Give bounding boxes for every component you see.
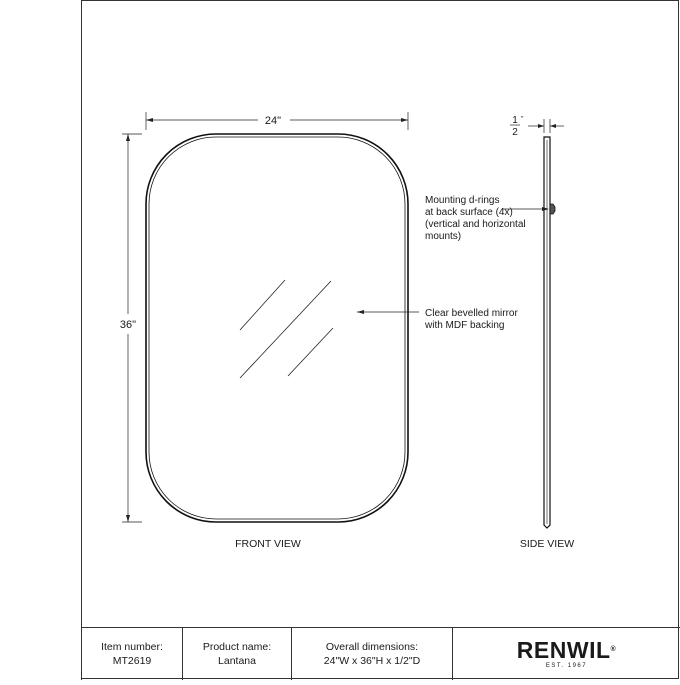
glass-reflection-line [288, 328, 333, 376]
callout-mirror-line: with MDF backing [425, 320, 505, 331]
thickness-numerator: 1 [512, 115, 518, 126]
side-view-mirror [544, 137, 555, 528]
width-dimension-label: 24" [264, 115, 282, 127]
width-dimension [146, 112, 408, 130]
thickness-denominator: 2 [512, 127, 518, 138]
callout-mount-line: mounts) [425, 231, 462, 242]
thickness-dimension [510, 115, 564, 138]
product-name-label: Product name: [202, 641, 272, 653]
mirror-bevel-edge [149, 137, 405, 519]
item-number-cell [82, 628, 183, 680]
glass-reflection-line [240, 281, 331, 378]
brand-logo [453, 628, 680, 680]
height-dimension [120, 134, 142, 522]
registered-mark: ® [610, 646, 617, 653]
thickness-unit: " [521, 116, 524, 123]
sheet-border [82, 1, 679, 679]
callout-mount-line: at back surface (4x) [425, 207, 513, 218]
product-name-value: Lantana [218, 655, 256, 667]
mirror-outer-edge [146, 134, 408, 522]
title-block [81, 627, 680, 680]
d-ring-icon [550, 204, 555, 214]
brand-established: EST. 1967 [545, 663, 588, 669]
front-view-mirror [146, 134, 408, 522]
brand-name: RENWIL [516, 637, 611, 663]
mirror-callout [357, 308, 518, 331]
mounting-callout [425, 195, 549, 242]
callout-mount-line: (vertical and horizontal [425, 219, 526, 230]
overall-dimensions-label: Overall dimensions: [325, 641, 419, 653]
overall-dimensions-cell [292, 628, 453, 680]
side-view-label: SIDE VIEW [519, 538, 575, 550]
glass-reflection-line [240, 280, 285, 330]
callout-mount-line: Mounting d-rings [425, 195, 500, 206]
height-dimension-label: 36" [119, 319, 137, 331]
callout-mirror-line: Clear bevelled mirror [425, 308, 518, 319]
front-view-label: FRONT VIEW [235, 538, 301, 550]
item-number-value: MT2619 [112, 655, 152, 667]
overall-dimensions-value: 24"W x 36"H x 1/2"D [323, 655, 421, 667]
product-name-cell [183, 628, 292, 680]
item-number-label: Item number: [101, 641, 163, 653]
